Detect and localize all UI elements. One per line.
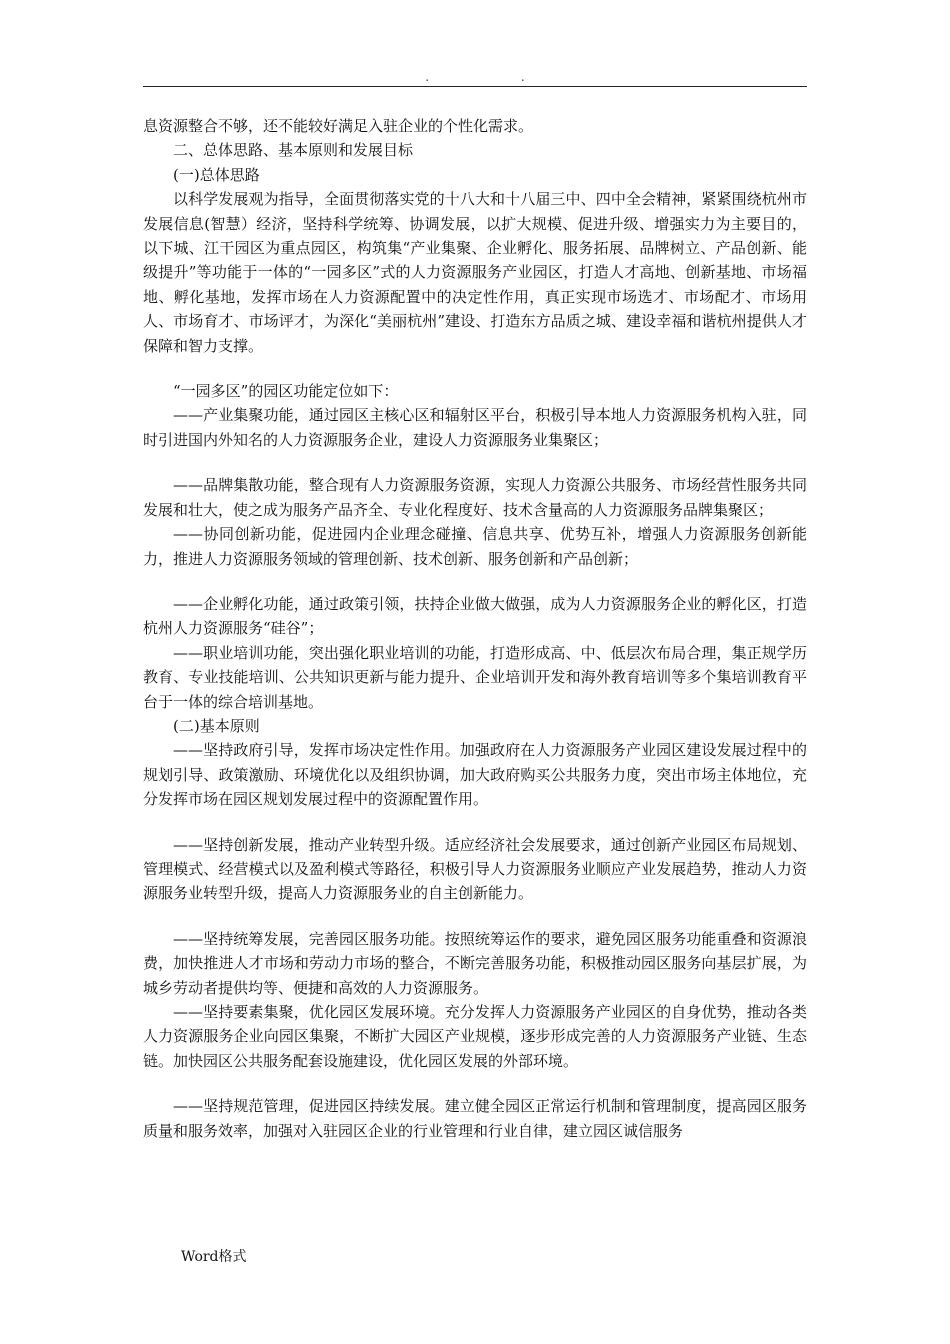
paragraph-standardized-management: ——坚持规范管理，促进园区持续发展。建立健全园区正常运行机制和管理制度，提高园区服务质量和服务效率，加强对入驻园区企业的行业管理和行业自律，建立园区诚信服务	[143, 1097, 807, 1140]
paragraph-function-intro: “一园多区”的园区功能定位如下：	[173, 382, 399, 401]
paragraph-incubation: ——企业孵化功能，通过政策引领，扶持企业做大做强，成为人力资源服务企业的孵化区，打造杭州人力资源服务“硅谷”；	[143, 594, 807, 638]
paragraph-training: ——职业培训功能，突出强化职业培训的功能，打造形成高、中、低层次布局合理，集正规学历教育、专业技能培训、公共知识更新与能力提升、企业培训开发和海外教育培训等多个集培训教育平台于一体的综合培训基地。	[143, 643, 807, 711]
paragraph-innovation: ——协同创新功能，促进园内企业理念碰撞、信息共享、优势互补，增强人力资源服务创新能力，推进人力资源服务领域的管理创新、技术创新、服务创新和产品创新；	[143, 525, 807, 568]
paragraph-innovative-development: ——坚持创新发展，推动产业转型升级。适应经济社会发展要求，通过创新产业园区布局规划、管理模式、经营模式以及盈利模式等路径，积极引导人力资源服务业顺应产业发展趋势，推动人力资源服务业转型升级，提高人力资源服务业的自主创新能力。	[143, 835, 807, 903]
document-body	[143, 114, 807, 1143]
header-dots: . .	[425, 70, 569, 84]
section-heading-2: 二、总体思路、基本原则和发展目标	[173, 141, 414, 160]
paragraph-brand: ——品牌集散功能，整合现有人力资源服务资源，实现人力资源公共服务、市场经营性服务共同发展和壮大，使之成为服务产品齐全、专业化程度好、技术含量高的人力资源服务品牌集聚区；	[143, 476, 807, 519]
paragraph-industry-cluster: ——产业集聚功能，通过园区主核心区和辐射区平台，积极引导本地人力资源服务机构入驻，同时引进国内外知名的人力资源服务企业，建设人力资源服务业集聚区；	[143, 406, 807, 449]
paragraph-coordinated-development: ——坚持统筹发展，完善园区服务功能。按照统筹运作的要求，避免园区服务功能重叠和资源浪费，加快推进人才市场和劳动力市场的整合，不断完善服务功能，积极推动园区服务向基层扩展，为城乡劳动者提供均等、便捷和高效的人力资源服务。	[143, 929, 807, 997]
footer-label: Word格式	[181, 1249, 247, 1265]
paragraph-factor-agglomeration: ——坚持要素集聚，优化园区发展环境。充分发挥人力资源服务产业园区的自身优势，推动各类人力资源服务企业向园区集聚，不断扩大园区产业规模，逐步形成完善的人力资源服务产业链、生态链。加快园区公共服务配套设施建设，优化园区发展的外部环境。	[143, 1003, 807, 1070]
subsection-heading-overall-approach: (一)总体思路	[173, 165, 260, 184]
header-rule	[143, 86, 807, 87]
paragraph-continuation: 息资源整合不够，还不能较好满足入驻企业的个性化需求。	[143, 117, 534, 135]
paragraph-government-guidance: ——坚持政府引导，发挥市场决定性作用。加强政府在人力资源服务产业园区建设发展过程中的规划引导、政策激励、环境优化以及组织协调，加大政府购买公共服务力度，突出市场主体地位，充分发挥市场在园区规划发展过程中的资源配置作用。	[143, 741, 807, 809]
paragraph-overall-approach: 以科学发展观为指导，全面贯彻落实党的十八大和十八届三中、四中全会精神，紧紧围绕杭州市发展信息(智慧）经济，坚持科学统筹、协调发展，以扩大规模、促进升级、增强实力为主要目的，以下城、江干园区为重点园区，构筑集“产业集聚、企业孵化、服务拓展、品牌树立、产品创新、能级提升”等功能于一体的“一园多区”式的人力资源服务产业园区，打造人才高地、创新基地、市场福地、孵化基地，发挥市场在人力资源配置中的决定性作用，真正实现市场选才、市场配才、市场用人、市场育才、市场评才，为深化“美丽杭州”建设、打造东方品质之城、建设幸福和谐杭州提供人才保障和智力支撑。	[143, 190, 807, 355]
subsection-heading-basic-principles: (二)基本原则	[173, 716, 260, 735]
